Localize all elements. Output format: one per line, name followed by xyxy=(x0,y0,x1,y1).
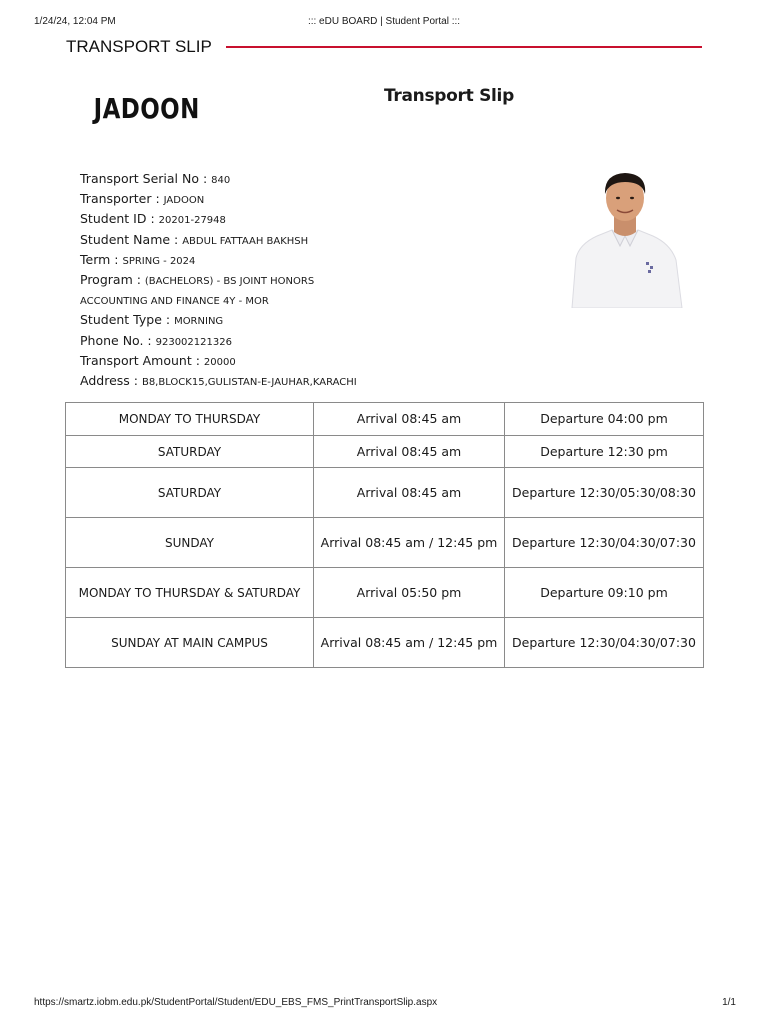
info-label: Phone No. : xyxy=(80,332,156,348)
info-value: B8,BLOCK15,GULISTAN-E-JAUHAR,KARACHI xyxy=(141,377,357,389)
student-photo-image xyxy=(562,170,688,308)
schedule-departure: Departure 12:30 pm xyxy=(505,436,704,468)
info-row-student-name xyxy=(80,231,360,251)
table-row xyxy=(66,403,704,436)
info-label: Transporter : xyxy=(80,191,164,207)
section-title: TRANSPORT SLIP xyxy=(66,37,212,56)
info-label: Student ID : xyxy=(80,211,159,227)
info-row-address xyxy=(80,372,360,392)
info-value: JADOON xyxy=(163,195,205,207)
info-value: 20000 xyxy=(203,356,236,368)
schedule-arrival: Arrival 05:50 pm xyxy=(314,568,505,618)
info-row-student-id xyxy=(80,210,360,230)
info-label: Program : xyxy=(80,272,145,288)
print-page-title: ::: eDU BOARD | Student Portal ::: xyxy=(307,16,461,27)
schedule-day: SUNDAY xyxy=(66,518,314,568)
info-value: 840 xyxy=(211,175,231,186)
info-row-transporter xyxy=(80,190,360,210)
info-row-student-type xyxy=(80,311,360,331)
info-label: Term : xyxy=(80,251,123,267)
info-row-amount xyxy=(80,352,360,372)
table-row xyxy=(66,618,704,668)
info-value: 923002121326 xyxy=(155,336,232,348)
print-datetime: 1/24/24, 12:04 PM xyxy=(34,16,116,27)
schedule-departure: Departure 04:00 pm xyxy=(505,403,704,436)
info-value: MORNING xyxy=(174,316,224,328)
info-label: Transport Serial No : xyxy=(80,171,212,186)
info-row-program xyxy=(80,271,360,311)
table-row xyxy=(66,518,704,568)
schedule-departure: Departure 12:30/04:30/07:30 xyxy=(505,618,704,668)
student-info xyxy=(80,170,360,392)
info-label: Student Type : xyxy=(80,312,175,328)
student-photo xyxy=(562,170,688,308)
transport-schedule-table xyxy=(65,402,704,668)
table-row xyxy=(66,436,704,468)
logo-text: JADOON xyxy=(93,91,201,125)
document-title: Transport Slip xyxy=(384,86,514,106)
schedule-arrival: Arrival 08:45 am / 12:45 pm xyxy=(314,518,505,568)
info-row-serial xyxy=(80,170,360,190)
info-value: (BACHELORS) - BS JOINT HONORS ACCOUNTING AND FINANCE 4Y - MOR xyxy=(80,276,315,308)
info-value: 20201-27948 xyxy=(158,215,226,227)
section-header xyxy=(66,36,702,58)
info-row-term xyxy=(80,251,360,271)
print-url: https://smartz.iobm.edu.pk/StudentPortal/Student/EDU_EBS_FMS_PrintTransportSlip.aspx xyxy=(34,997,438,1008)
schedule-day: MONDAY TO THURSDAY & SATURDAY xyxy=(66,568,314,618)
transporter-logo xyxy=(80,80,214,136)
info-row-phone xyxy=(80,332,360,352)
schedule-day: SUNDAY AT MAIN CAMPUS xyxy=(66,618,314,668)
schedule-departure: Departure 12:30/05:30/08:30 xyxy=(505,468,704,518)
schedule-arrival: Arrival 08:45 am xyxy=(314,436,505,468)
schedule-departure: Departure 12:30/04:30/07:30 xyxy=(505,518,704,568)
info-value: SPRING - 2024 xyxy=(122,255,196,267)
table-row xyxy=(66,468,704,518)
schedule-arrival: Arrival 08:45 am / 12:45 pm xyxy=(314,618,505,668)
table-row xyxy=(66,568,704,618)
info-value: ABDUL FATTAAH BAKHSH xyxy=(182,235,309,247)
schedule-day: SATURDAY xyxy=(66,468,314,518)
schedule-departure: Departure 09:10 pm xyxy=(505,568,704,618)
info-label: Transport Amount : xyxy=(80,352,204,368)
info-label: Address : xyxy=(80,373,142,389)
schedule-arrival: Arrival 08:45 am xyxy=(314,468,505,518)
section-divider xyxy=(226,46,702,48)
print-page-number: 1/1 xyxy=(722,997,736,1008)
info-label: Student Name : xyxy=(80,231,183,247)
schedule-arrival: Arrival 08:45 am xyxy=(314,403,505,436)
schedule-day: SATURDAY xyxy=(66,436,314,468)
schedule-day: MONDAY TO THURSDAY xyxy=(66,403,314,436)
